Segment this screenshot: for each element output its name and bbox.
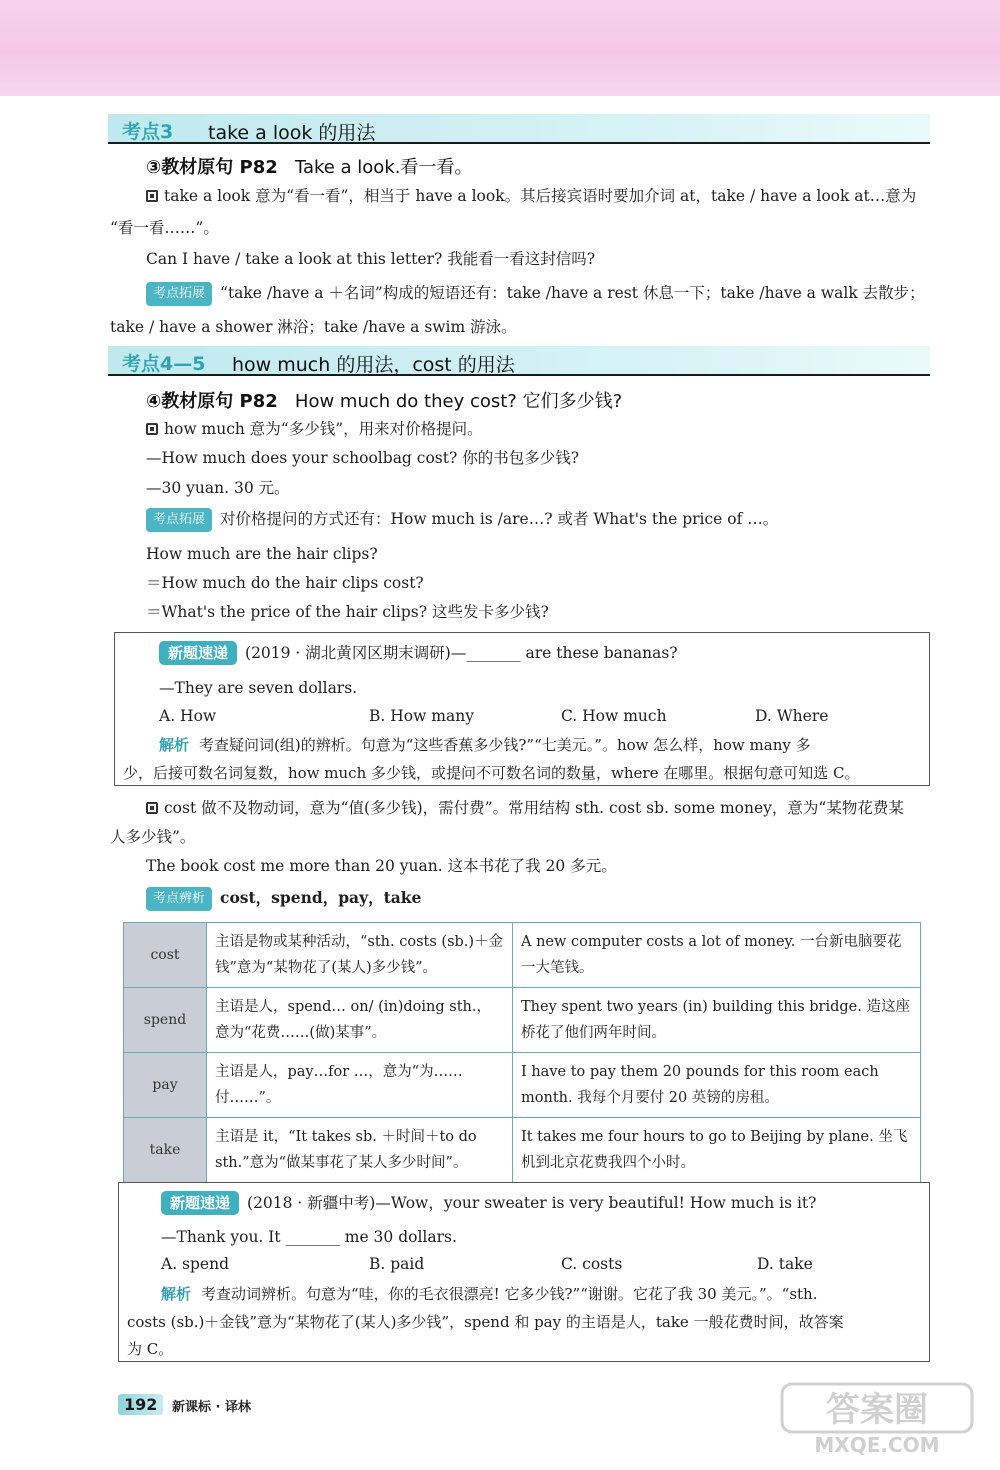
textbook-sentence-4	[146, 387, 622, 413]
table-cell-example: I have to pay them 20 pounds for this room each month. 我每个月要付 20 英镑的房租。	[513, 1053, 921, 1118]
comparison-tag: 考点辨析	[146, 887, 212, 911]
section-number: 考点3	[122, 121, 174, 143]
table-row	[124, 988, 921, 1053]
option-d[interactable]: D. take	[757, 1255, 813, 1273]
option-c[interactable]: C. costs	[561, 1255, 623, 1273]
explanation-line	[146, 798, 904, 818]
quiz-tag: 新题速递	[161, 1191, 239, 1215]
extension-line: take / have a shower 淋浴；take /have a swim 游泳。	[110, 318, 517, 336]
text: “take /have a ＋名词”构成的短语还有：take /have a rest 休息一下；take /have a walk 去散步；	[220, 284, 925, 302]
header-band	[0, 0, 1000, 96]
analysis-line	[161, 1284, 817, 1304]
quiz-tag: 新题速递	[159, 641, 237, 665]
section-title: how much 的用法，cost 的用法	[232, 354, 515, 376]
explanation-line	[146, 419, 483, 439]
example-sentence: How much are the hair clips?	[146, 545, 378, 563]
table-row	[124, 923, 921, 988]
explanation-line	[146, 186, 916, 206]
bullet-icon	[146, 423, 158, 435]
quiz-options	[161, 1255, 921, 1277]
example-sentence: —How much does your schoolbag cost? 你的书包多少钱?	[146, 449, 580, 467]
table-cell-rule: 主语是人，spend… on/ (in)doing sth.，意为“花费……(做)某事”。	[207, 988, 513, 1053]
analysis-label: 解析	[159, 736, 190, 754]
watermark-url: MXQE.COM	[814, 1433, 940, 1456]
table-cell-word: take	[124, 1118, 207, 1183]
section-header-4-5	[108, 346, 930, 376]
bullet-icon	[146, 802, 158, 814]
example-sentence: —30 yuan. 30 元。	[146, 479, 290, 497]
quiz-options	[159, 707, 919, 729]
table-cell-rule: 主语是 it，“It takes sb. ＋时间＋to do sth.”意为“做某事花了某人多少时间”。	[207, 1118, 513, 1183]
table-row	[124, 1118, 921, 1183]
table-cell-word: pay	[124, 1053, 207, 1118]
quiz-answer-line: —They are seven dollars.	[159, 679, 358, 697]
analysis-line: 少，后接可数名词复数，how much 多少钱，或提问不可数名词的数量，where 在哪里。根据句意可知选 C。	[123, 764, 860, 782]
option-a[interactable]: A. How	[159, 707, 217, 725]
text: how much 意为“多少钱”，用来对价格提问。	[164, 420, 483, 438]
text: cost，spend，pay，take	[220, 888, 422, 907]
text: 考查疑问词(组)的辨析。句意为“这些香蕉多少钱?”“七美元。”。how 怎么样，how many 多	[199, 736, 811, 754]
table-cell-word: cost	[124, 923, 207, 988]
analysis-line: 为 C。	[127, 1340, 174, 1358]
bullet-icon	[146, 190, 158, 202]
sentence-text: Take a look.看一看。	[294, 157, 473, 178]
watermark-text: 答案圈	[826, 1390, 928, 1430]
text: cost 做不及物动词，意为“值(多少钱)，需付费”。常用结构 sth. cost sb. some money，意为“某物花费某	[164, 799, 904, 817]
watermark-logo	[778, 1378, 978, 1456]
analysis-line: costs (sb.)＋金钱”意为“某物花了(某人)多少钱”，spend 和 pay 的主语是人，take 一般花费时间，故答案	[127, 1313, 844, 1331]
page-number: 192	[118, 1394, 163, 1415]
quiz-box-2	[118, 1182, 930, 1362]
text: 对价格提问的方式还有：How much is /are…? 或者 What's the price of …。	[220, 510, 779, 528]
extension-tag: 考点拓展	[146, 282, 212, 306]
extension-tag: 考点拓展	[146, 508, 212, 532]
text: (2018 · 新疆中考)—Wow，your sweater is very beautiful! How much is it?	[247, 1194, 817, 1212]
analysis-label: 解析	[161, 1285, 192, 1303]
sentence-text: How much do they cost? 它们多少钱?	[294, 391, 623, 412]
series-name: 新课标 · 译林	[172, 1400, 251, 1415]
table-row	[124, 1053, 921, 1118]
quiz-question	[161, 1191, 816, 1215]
example-sentence: Can I have / take a look at this letter? 我能看一看这封信吗?	[146, 250, 596, 268]
table-cell-example: It takes me four hours to go to Beijing by plane. 坐飞机到北京花费我四个小时。	[513, 1118, 921, 1183]
explanation-line: “看一看……”。	[110, 219, 219, 237]
analysis-line	[159, 735, 811, 755]
sentence-source: ④教材原句 P82	[146, 391, 278, 412]
section-header-3	[108, 114, 930, 144]
option-c[interactable]: C. How much	[561, 707, 667, 725]
example-sentence: ＝How much do the hair clips cost?	[146, 574, 424, 592]
text: 考查动词辨析。句意为“哇，你的毛衣很漂亮! 它多少钱?”“谢谢。它花了我 30 美元。”。“sth.	[201, 1285, 818, 1303]
text: (2019 · 湖北黄冈区期末调研)—_______ are these bananas?	[245, 644, 678, 662]
section-number: 考点4—5	[122, 353, 206, 375]
quiz-question	[159, 641, 678, 665]
example-sentence: The book cost me more than 20 yuan. 这本书花了我 20 多元。	[146, 857, 617, 875]
explanation-line: 人多少钱”。	[110, 828, 196, 846]
extension-line	[146, 283, 925, 307]
quiz-box-1	[114, 632, 930, 786]
textbook-sentence-3	[146, 153, 472, 179]
option-b[interactable]: B. How many	[369, 707, 474, 725]
extension-line	[146, 509, 778, 533]
table-cell-rule: 主语是人，pay…for …，意为“为……付……”。	[207, 1053, 513, 1118]
section-title: take a look 的用法	[208, 122, 376, 144]
option-b[interactable]: B. paid	[369, 1255, 425, 1273]
table-cell-example: A new computer costs a lot of money. 一台新电脑要花一大笔钱。	[513, 923, 921, 988]
comparison-table	[123, 922, 921, 1183]
table-cell-word: spend	[124, 988, 207, 1053]
sentence-source: ③教材原句 P82	[146, 157, 278, 178]
example-sentence: ＝What's the price of the hair clips? 这些发卡多少钱?	[146, 603, 549, 621]
quiz-answer-line: —Thank you. It _______ me 30 dollars.	[161, 1228, 457, 1246]
table-cell-rule: 主语是物或某种活动，“sth. costs (sb.)＋金钱”意为“某物花了(某人)多少钱”。	[207, 923, 513, 988]
text: take a look 意为“看一看”，相当于 have a look。其后接宾语时要加介词 at，take / have a look at…意为	[164, 187, 917, 205]
table-cell-example: They spent two years (in) building this bridge. 造这座桥花了他们两年时间。	[513, 988, 921, 1053]
option-d[interactable]: D. Where	[755, 707, 829, 725]
option-a[interactable]: A. spend	[161, 1255, 230, 1273]
comparison-heading	[146, 888, 421, 912]
